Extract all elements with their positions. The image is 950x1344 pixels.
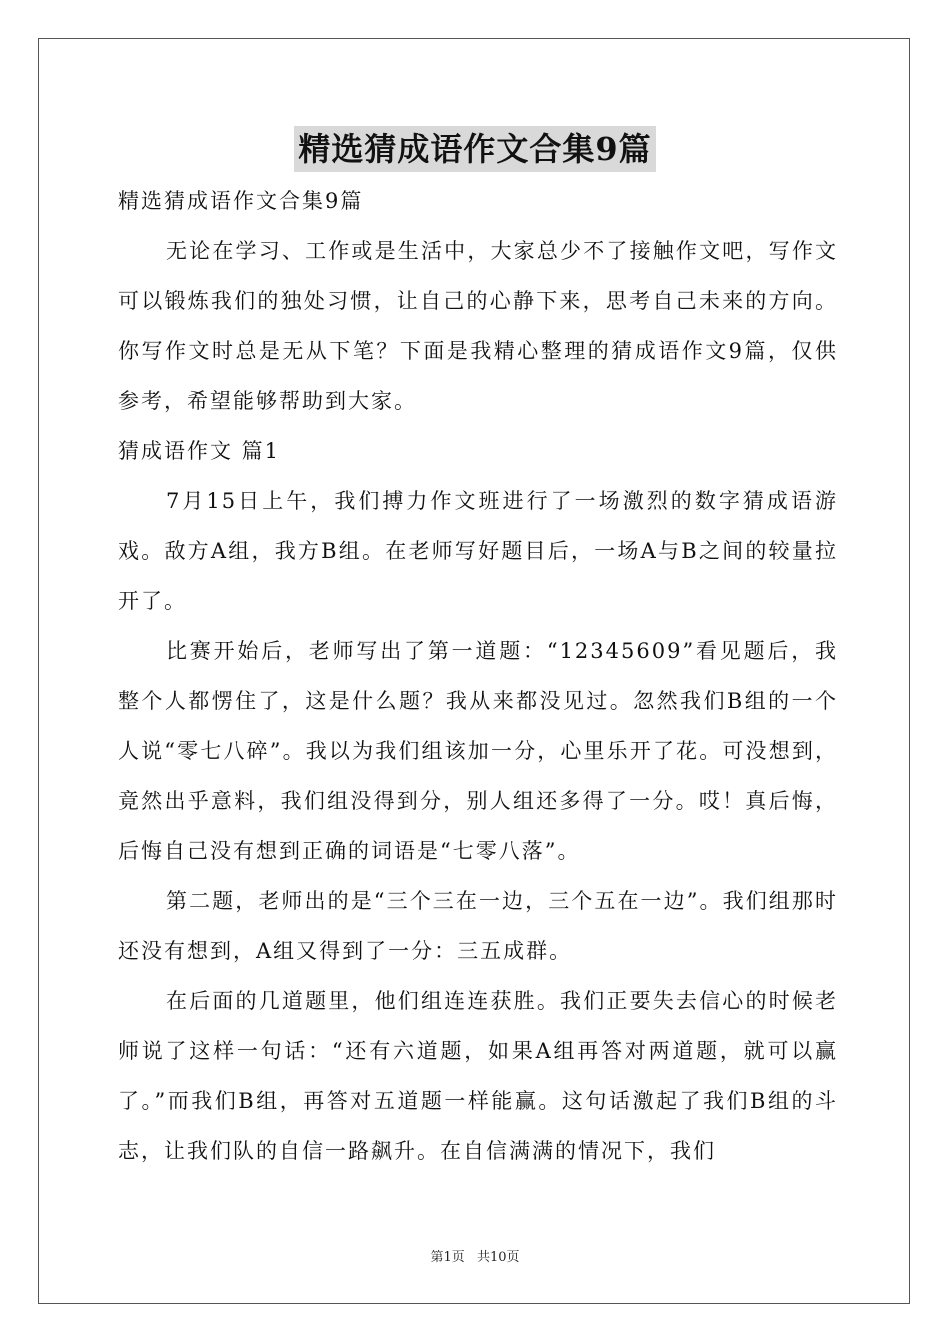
title-wrap <box>0 126 950 172</box>
page-total: 共10页 <box>476 1250 520 1265</box>
page-footer <box>0 1246 950 1265</box>
paragraph-2: 比赛开始后，老师写出了第一道题：“12345609”看见题后，我整个人都愣住了，这是什么题？我从来都没见过。忽然我们B组的一个人说“零七八碎”。我以为我们组该加一分，心里乐开了花。可没想到，竟然出乎意料，我们组没得到分，别人组还多得了一分。哎！真后悔，后悔自己没有想到正确的词语是“七零八落”。 <box>118 639 838 863</box>
paragraph-4: 在后面的几道题里，他们组连连获胜。我们正要失去信心的时候老师说了这样一句话：“还有六道题，如果A组再答对两道题，就可以赢了。”而我们B组，再答对五道题一样能赢。这句话激起了我们B组的斗志，让我们队的自信一路飙升。在自信满满的情况下，我们 <box>118 989 838 1163</box>
section-heading: 猜成语作文 篇1 <box>118 439 281 463</box>
page-number: 第1页 <box>430 1250 465 1265</box>
document-subtitle: 精选猜成语作文合集9篇 <box>118 189 364 213</box>
paragraph-3: 第二题，老师出的是“三个三在一边，三个五在一边”。我们组那时还没有想到，A组又得到了一分：三五成群。 <box>118 889 838 963</box>
document-title: 精选猜成语作文合集9篇 <box>294 126 655 172</box>
paragraph-1: 7月15日上午，我们搏力作文班进行了一场激烈的数字猜成语游戏。敌方A组，我方B组。在老师写好题目后，一场A与B之间的较量拉开了。 <box>118 489 838 613</box>
intro-paragraph: 无论在学习、工作或是生活中，大家总少不了接触作文吧，写作文可以锻炼我们的独处习惯，让自己的心静下来，思考自己未来的方向。你写作文时总是无从下笔？下面是我精心整理的猜成语作文9篇，仅供参考，希望能够帮助到大家。 <box>118 239 838 413</box>
